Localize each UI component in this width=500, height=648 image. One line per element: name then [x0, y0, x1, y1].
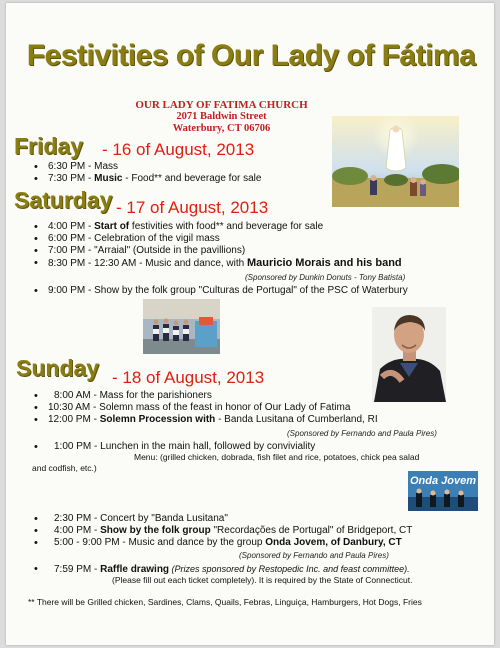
sunday-schedule-afternoon — [34, 513, 474, 549]
church-name: OUR LADY OF FATIMA CHURCH — [135, 99, 308, 111]
schedule-item: • 8:30 PM - 12:30 AM - Music and dance, with Mauricio Morais and his band — [34, 257, 484, 270]
church-street: 2071 Baldwin Street — [176, 111, 267, 122]
schedule-item: • 2:30 PM - Concert by "Banda Lusitana" — [34, 513, 474, 525]
saturday-date: - 17 of August, 2013 — [116, 198, 269, 217]
schedule-item: • 1:00 PM - Lunchen in the main hall, followed by conviviality — [34, 441, 474, 453]
schedule-item: • 6:00 PM - Celebration of the vigil mass — [34, 233, 484, 245]
raffle-note: (Please fill out each ticket completely). It is required by the State of Connecticut. — [112, 575, 413, 585]
folk-group-photo — [143, 299, 220, 354]
sunday-schedule — [34, 390, 474, 426]
saturday-heading: Saturday — [14, 187, 113, 213]
church-address — [124, 99, 319, 135]
schedule-item: • 4:00 PM - Start of festivities with food** and beverage for sale — [34, 221, 484, 233]
onda-jovem-banner — [408, 471, 478, 511]
schedule-item: • 6:30 PM - Mass — [34, 161, 334, 173]
schedule-item: • 12:00 PM - Solemn Procession with - Banda Lusitana of Cumberland, RI — [34, 414, 474, 426]
sunday-heading: Sunday — [16, 355, 100, 381]
sunday-date: - 18 of August, 2013 — [112, 368, 265, 387]
lunch-menu: Menu: (grilled chicken, dobrada, fish filet and rice, potatoes, chick pea salad and codfish, etc.) — [32, 452, 420, 473]
friday-schedule — [34, 161, 334, 185]
sunday-dance-sponsor: (Sponsored by Fernando and Paula Pires) — [239, 551, 389, 560]
saturday-schedule — [34, 221, 484, 270]
schedule-item: • 9:00 PM - Show by the folk group "Culturas de Portugal" of the PSC of Waterbury — [34, 285, 484, 297]
flyer-title: Festivities of Our Lady of Fátima — [26, 39, 476, 72]
saturday-schedule-late — [34, 285, 484, 297]
schedule-item: • 7:59 PM - Raffle drawing (Prizes sponsored by Restopedic Inc. and feast committee). — [34, 563, 484, 576]
friday-heading: Friday — [14, 133, 84, 159]
flyer-page — [6, 3, 494, 645]
schedule-item: • 4:00 PM - Show by the folk group "Recordações de Portugal" of Bridgeport, CT — [34, 525, 474, 537]
food-footnote: ** There will be Grilled chicken, Sardines, Clams, Quails, Febras, Linguiça, Hamburgers, Hot Dogs, Fries — [28, 597, 422, 607]
saturday-sponsor: (Sponsored by Dunkin Donuts - Tony Batista) — [245, 273, 406, 282]
onda-jovem-label: Onda Jovem — [409, 475, 477, 487]
fatima-apparition-image — [332, 116, 459, 207]
sunday-procession-sponsor: (Sponsored by Fernando and Paula Pires) — [287, 429, 437, 438]
schedule-item: • 10:30 AM - Solemn mass of the feast in honor of Our Lady of Fatima — [34, 402, 474, 414]
church-city: Waterbury, CT 06706 — [172, 123, 271, 134]
friday-date: - 16 of August, 2013 — [102, 140, 255, 159]
schedule-item: • 5:00 - 9:00 PM - Music and dance by the group Onda Jovem, of Danbury, CT — [34, 537, 474, 549]
schedule-item: • 8:00 AM - Mass for the parishioners — [34, 390, 474, 402]
schedule-item: • 7:00 PM - "Arraial" (Outside in the pavillions) — [34, 245, 484, 257]
mauricio-morais-photo — [372, 307, 446, 402]
schedule-item: • 7:30 PM - Music - Food** and beverage for sale — [34, 173, 334, 185]
